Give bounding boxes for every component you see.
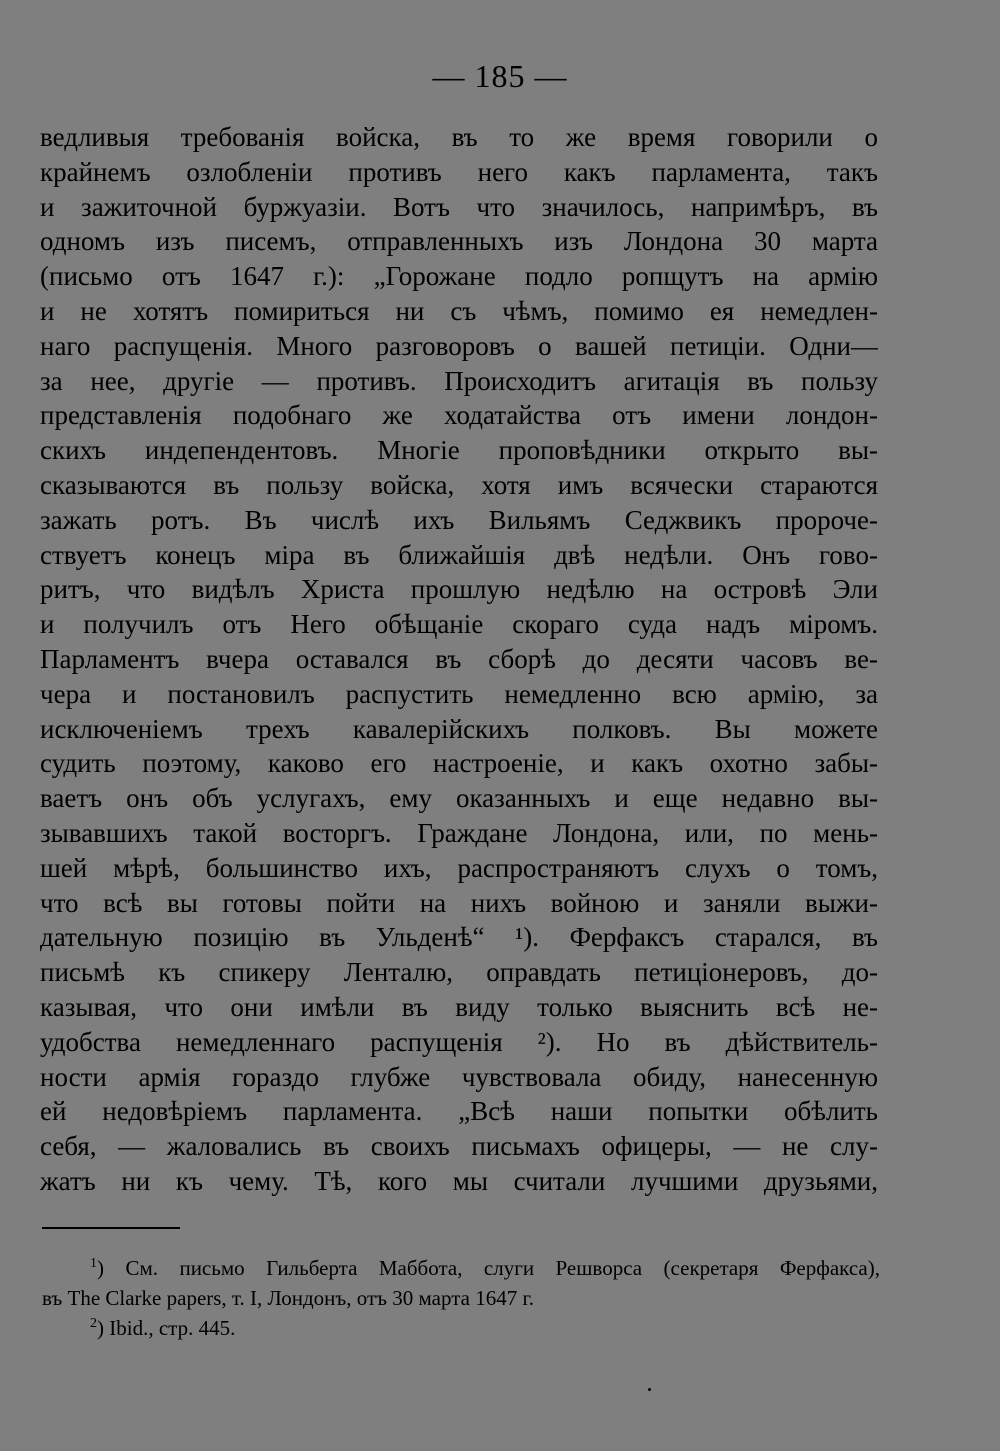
text-line: ваетъ онъ объ услугахъ, ему оказанныхъ и еще недавно вы- [40, 783, 878, 814]
text-line: удобства немедленнаго распущенія ²). Но въ дѣйствитель- [40, 1026, 878, 1057]
text-line: зывавшихъ такой восторгъ. Граждане Лондона, или, по мень- [40, 817, 878, 848]
text-line: чера и постановилъ распустить немедленно всю армію, за [40, 678, 878, 709]
text-line: сказываются въ пользу войска, хотя имъ всячески стараются [40, 469, 878, 500]
text-line: ведливыя требованія войска, въ то же время говорили о [40, 122, 878, 152]
text-line: себя, — жаловались въ своихъ письмахъ офицеры, — не слу- [40, 1131, 878, 1162]
text-line: и зажиточной буржуазіи. Вотъ что значилось, напримѣръ, въ [40, 191, 878, 222]
text-line: шей мѣрѣ, большинство ихъ, распространяютъ слухъ о томъ, [40, 852, 878, 883]
text-line: и не хотятъ помириться ни съ чѣмъ, помимо ея немедлен- [40, 295, 878, 326]
footnote-text: въ The Clarke papers, т. I, Лондонъ, отъ 30 марта 1647 г. [42, 1286, 534, 1310]
page-number: — 185 — [432, 58, 568, 94]
text-line: и получилъ отъ Него обѣщаніе скораго суда надъ міромъ. [40, 609, 878, 640]
footnote-text: ) См. письмо Гильберта Маббота, слуги Решворса (секретаря Ферфакса), [97, 1256, 880, 1280]
text-line: ствуетъ конецъ міра въ ближайшія двѣ недѣли. Онъ гово- [40, 539, 878, 570]
text-line: наго распущенія. Много разговоровъ о вашей петиціи. Одни— [40, 330, 878, 361]
text-line: судить поэтому, каково его настроеніе, и какъ охотно забы- [40, 748, 878, 779]
text-line: одномъ изъ писемъ, отправленныхъ изъ Лондона 30 марта [40, 226, 878, 257]
footnote-text: ) Ibid., стр. 445. [97, 1316, 236, 1340]
footnote-ref-2: 2 [90, 1316, 97, 1331]
footnote-1 [42, 1253, 880, 1283]
text-line: Парламентъ вчера оставался въ сборѣ до десяти часовъ ве- [40, 643, 878, 674]
text-line: дательную позицію въ Ульденѣ“ ¹). Ферфаксъ старался, въ [40, 922, 878, 953]
text-line: скихъ индепендентовъ. Многіе проповѣдники открыто вы- [40, 435, 878, 466]
stray-dot [648, 1388, 651, 1391]
text-line: что всѣ вы готовы пойти на нихъ войною и заняли выжи- [40, 887, 878, 918]
text-line: ей недовѣріемъ парламента. „Всѣ наши попытки обѣлить [40, 1096, 878, 1127]
text-line: представленія подобнаго же ходатайства отъ имени лондон- [40, 400, 878, 431]
text-line: жатъ ни къ чему. Тѣ, кого мы считали лучшими друзьями, [40, 1165, 878, 1196]
footnotes [42, 1253, 880, 1343]
text-line: крайнемъ озлобленіи противъ него какъ парламента, такъ [40, 156, 878, 187]
text-line: ности армія гораздо глубже чувствовала обиду, нанесенную [40, 1061, 878, 1092]
text-line: за нее, другіе — противъ. Происходитъ агитація въ пользу [40, 365, 878, 396]
footnote-separator [42, 1227, 180, 1229]
text-line: (письмо отъ 1647 г.): „Горожане подло ропщутъ на армію [40, 261, 878, 292]
text-line: зажать ротъ. Въ числѣ ихъ Вильямъ Седжвикъ пророче- [40, 504, 878, 535]
footnote-1-continued [42, 1283, 880, 1313]
footnote-2 [42, 1313, 880, 1343]
text-line: казывая, что они имѣли въ виду только выяснить всѣ не- [40, 991, 878, 1022]
text-line: ритъ, что видѣлъ Христа прошлую недѣлю на островѣ Эли [40, 574, 878, 605]
text-line: письмѣ къ спикеру Ленталю, оправдать петиціонеровъ, до- [40, 957, 878, 988]
text-line: исключеніемъ трехъ кавалерійскихъ полковъ. Вы можете [40, 713, 878, 744]
body-text [40, 120, 878, 1199]
footnote-ref-1: 1 [90, 1256, 97, 1271]
